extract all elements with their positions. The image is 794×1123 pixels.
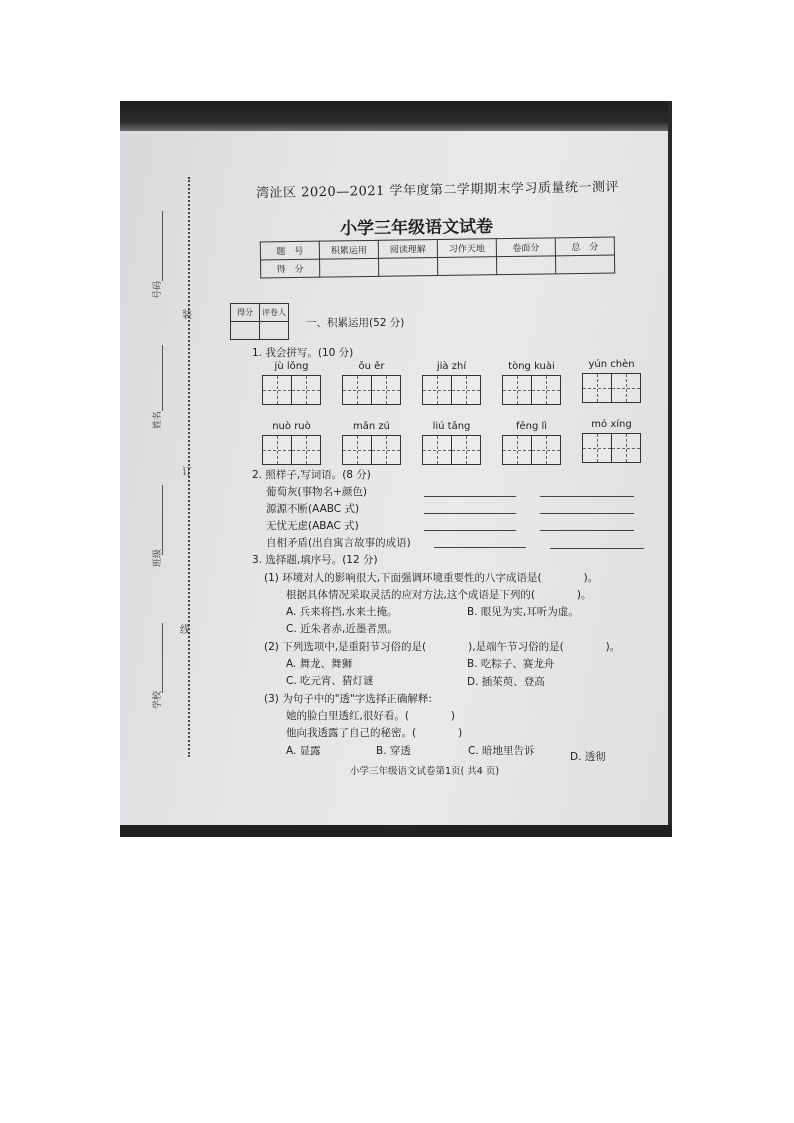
line-class [162,485,163,555]
line-name [162,345,163,411]
pinyin-text: jià zhí [436,361,467,372]
q3-part2-line1: (2) 下列选项中,是重阳节习俗的是( ),是端午节习俗的是( )。 [264,641,621,653]
score-cell-header: 习作天地 [437,239,496,258]
pinyin-text: liú tǎng [432,421,471,432]
q2-example: 源源不断(AABC 式) [266,503,360,515]
q3-part1-line2: 根据具体情况采取灵活的应对方法,这个成语是下列的( )。 [286,589,592,601]
writing-boxes[interactable] [422,435,481,465]
pinyin-item [262,421,321,465]
pinyin-text: yún chèn [588,359,635,370]
q3-part2-option-b: B. 吃粽子、赛龙舟 [467,658,555,670]
grader-cell-blank[interactable] [260,322,289,340]
line-number [162,211,163,281]
page-footer: 小学三年级语文试卷第1页( 共4 页) [350,766,500,777]
pinyin-item [582,359,641,403]
exam-subtitle: 小学三年级语文试卷 [339,216,494,240]
grader-cell-blank[interactable] [231,322,260,340]
score-cell-header: 题 号 [260,241,319,260]
q3-part1-option-c: C. 近朱者赤,近墨者黑。 [286,623,398,635]
q3-title: 3. 选择题,填序号。(12 分) [252,554,378,566]
pinyin-item [582,419,641,463]
pinyin-item [262,361,321,405]
section1-title: 一、积累运用(52 分) [306,317,405,329]
pinyin-item [502,421,561,465]
label-class: 班级 [153,548,163,567]
q3-part1-line1: (1) 环境对人的影响很大,下面强调环境重要性的八字成语是( )。 [264,572,599,584]
score-table [260,237,615,279]
q2-title: 2. 照样子,写词语。(8 分) [252,469,371,481]
q3-part3-option-d: D. 透彻 [570,751,606,763]
photo-dark-border-right [668,101,672,837]
pinyin-item [502,361,561,405]
q3-part3-option-a: A. 显露 [286,745,321,757]
pinyin-text: mǎn zú [353,421,390,432]
score-cell-blank[interactable] [438,257,497,276]
q3-part3-option-b: B. 穿透 [376,745,411,757]
answer-line[interactable] [540,496,634,497]
label-school: 学校 [153,690,163,709]
q3-part3-option-c: C. 暗地里告诉 [468,745,535,757]
answer-line[interactable] [434,547,526,548]
writing-boxes[interactable] [502,375,561,405]
score-table-score-row [261,255,615,278]
photo-dark-border-bottom [120,825,672,837]
score-cell-header: 卷面分 [496,238,555,257]
score-cell-header: 阅读理解 [378,240,437,259]
writing-boxes[interactable] [582,433,641,463]
writing-boxes[interactable] [262,375,321,405]
grader-header-grader: 评卷人 [260,304,289,322]
answer-line[interactable] [540,530,634,531]
pinyin-text: mó xíng [591,419,632,430]
q3-part3-line1: (3) 为句子中的"透"字选择正确解释: [264,693,432,705]
pinyin-text: jù lǒng [274,361,309,372]
binding-char-ding: 订 [182,467,192,478]
score-cell-blank[interactable] [555,255,614,274]
q3-part2-option-d: D. 插茱萸、登高 [467,676,545,688]
q2-example: 无忧无虑(ABAC 式) [266,520,359,532]
answer-line[interactable] [550,548,644,549]
pinyin-item [422,361,481,405]
pinyin-text: fēng lì [515,421,548,432]
exam-title: 湾沚区 2020—2021 学年度第二学期期末学习质量统一测评 [255,179,620,202]
answer-line[interactable] [424,496,516,497]
writing-boxes[interactable] [342,375,401,405]
score-cell-header: 积累运用 [319,240,378,259]
binding-char-xian: 线 [180,625,190,636]
pinyin-text: nuò ruò [272,421,311,432]
pinyin-text: ǒu ěr [358,361,385,372]
pinyin-text: tòng kuài [508,361,555,372]
score-cell-label: 得 分 [261,259,320,278]
q3-part1-option-a: A. 兵来将挡,水来土掩。 [286,606,398,618]
q3-part3-sentence2: 他向我透露了自己的秘密。( ) [286,727,463,739]
label-number: 号码 [153,280,163,299]
q1-title: 1. 我会拼写。(10 分) [252,347,354,359]
q2-example: 葡萄灰(事物名+颜色) [266,486,367,498]
writing-boxes[interactable] [502,435,561,465]
photo-dark-border-top [120,101,672,131]
score-cell-blank[interactable] [379,258,438,277]
score-cell-blank[interactable] [496,256,555,275]
grader-table [230,303,289,340]
binding-char-zhuang: 装 [182,310,192,321]
exam-paper-photo [120,101,672,837]
pinyin-item [422,421,481,465]
q3-part1-option-b: B. 眼见为实,耳听为虚。 [467,606,579,618]
pinyin-item [342,421,401,465]
q3-part2-option-a: A. 舞龙、舞狮 [286,658,353,670]
q2-example: 自相矛盾(出自寓言故事的成语) [266,537,411,549]
answer-line[interactable] [540,513,634,514]
label-name: 姓名 [153,410,163,429]
pinyin-item [342,361,401,405]
grader-header-score: 得分 [231,304,260,322]
writing-boxes[interactable] [342,435,401,465]
writing-boxes[interactable] [582,373,641,403]
writing-boxes[interactable] [422,375,481,405]
score-cell-header: 总 分 [555,237,614,256]
writing-boxes[interactable] [262,435,321,465]
answer-line[interactable] [424,513,516,514]
score-cell-blank[interactable] [320,258,379,277]
answer-line[interactable] [424,530,516,531]
q3-part2-option-c: C. 吃元宵、猜灯谜 [286,675,374,687]
line-school [162,623,163,693]
q3-part3-sentence1: 她的脸白里透红,很好看。( ) [286,710,456,722]
